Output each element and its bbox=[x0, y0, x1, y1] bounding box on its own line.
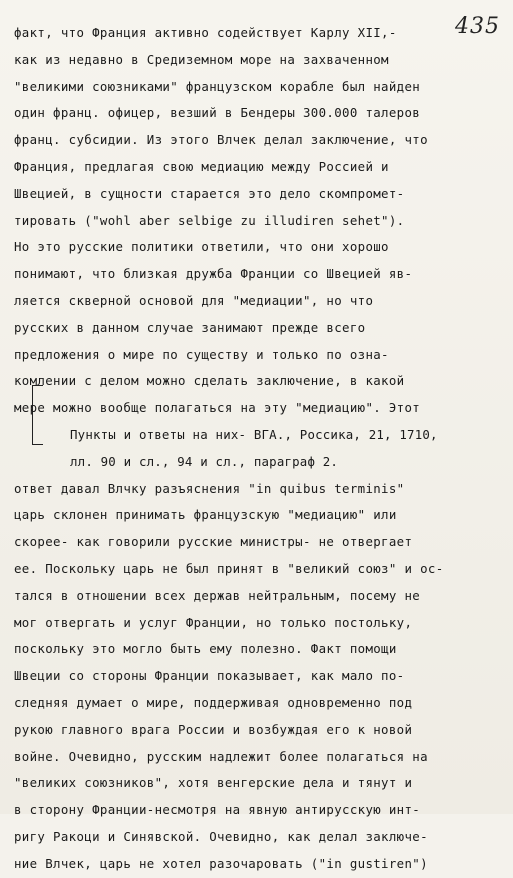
text-line: ригу Ракоци и Синявской. Очевидно, как делал заключе- bbox=[14, 828, 428, 844]
text-line: в сторону Франции-несмотря на явную антирусскую инт- bbox=[14, 802, 421, 818]
text-line: тировать ("wohl aber selbige zu illudiren sehet"). bbox=[14, 212, 405, 228]
text-line: царь склонен принимать французскую "медиацию" или bbox=[14, 507, 397, 523]
text-line: "великих союзников", хотя венгерские дела и тянут и bbox=[14, 775, 413, 791]
text-line: мере можно вообще полагаться на эту "медиацию". Этот bbox=[14, 400, 421, 416]
text-line: ее. Поскольку царь не был принят в "великий союз" и ос- bbox=[14, 560, 444, 576]
text-line: франц. субсидии. Из этого Влчек делал заключение, что bbox=[14, 132, 428, 148]
text-line: ние Влчек, царь не хотел разочаровать ("in gustiren") bbox=[14, 855, 428, 871]
text-line: ответ давал Влчку разъяснения "in quibus terminis" bbox=[14, 480, 405, 496]
text-line: факт, что Франция активно содействует Карлу XII,- bbox=[14, 25, 397, 40]
text-line: Швеции со стороны Франции показывает, как мало по- bbox=[14, 668, 405, 684]
typed-text-body bbox=[14, 20, 504, 878]
text-line: рукою главного врага России и возбуждая его к новой bbox=[14, 721, 413, 737]
text-line: ляется скверной основой для "медиации", но что bbox=[14, 292, 374, 308]
text-line: один франц. офицер, везший в Бендеры 300.000 талеров bbox=[14, 105, 421, 121]
footnote-line: Пункты и ответы на них- ВГА., Россика, 21, 1710, bbox=[70, 426, 438, 442]
text-line: следняя думает о мире, поддерживая одновременно под bbox=[14, 694, 413, 710]
text-line: скорее- как говорили русские министры- не отвергает bbox=[14, 534, 413, 550]
text-line: Но это русские политики ответили, что они хорошо bbox=[14, 239, 389, 255]
text-line: Швецией, в сущности старается это дело скомпромет- bbox=[14, 185, 405, 201]
text-line: Франция, предлагая свою медиацию между Россией и bbox=[14, 158, 389, 174]
footnote-line: лл. 90 и сл., 94 и сл., параграф 2. bbox=[70, 453, 339, 469]
text-line: как из недавно в Средиземном море на захваченном bbox=[14, 51, 389, 67]
page-number: 435 bbox=[455, 14, 500, 39]
text-line: мог отвергать и услуг Франции, но только постольку, bbox=[14, 614, 413, 630]
text-line: предложения о мире по существу и только по озна- bbox=[14, 346, 389, 362]
text-line: "великими союзниками" французском корабле был найден bbox=[14, 78, 421, 94]
text-line: понимают, что близкая дружба Франции со Швецией яв- bbox=[14, 266, 413, 282]
text-line: русских в данном случае занимают прежде всего bbox=[14, 319, 366, 335]
text-line: тался в отношении всех держав нейтральным, посему не bbox=[14, 587, 421, 603]
text-line: войне. Очевидно, русским надлежит более полагаться на bbox=[14, 748, 428, 764]
text-line: комлении с делом можно сделать заключение, в какой bbox=[14, 373, 405, 389]
text-line: поскольку это могло быть ему полезно. Факт помощи bbox=[14, 641, 397, 657]
